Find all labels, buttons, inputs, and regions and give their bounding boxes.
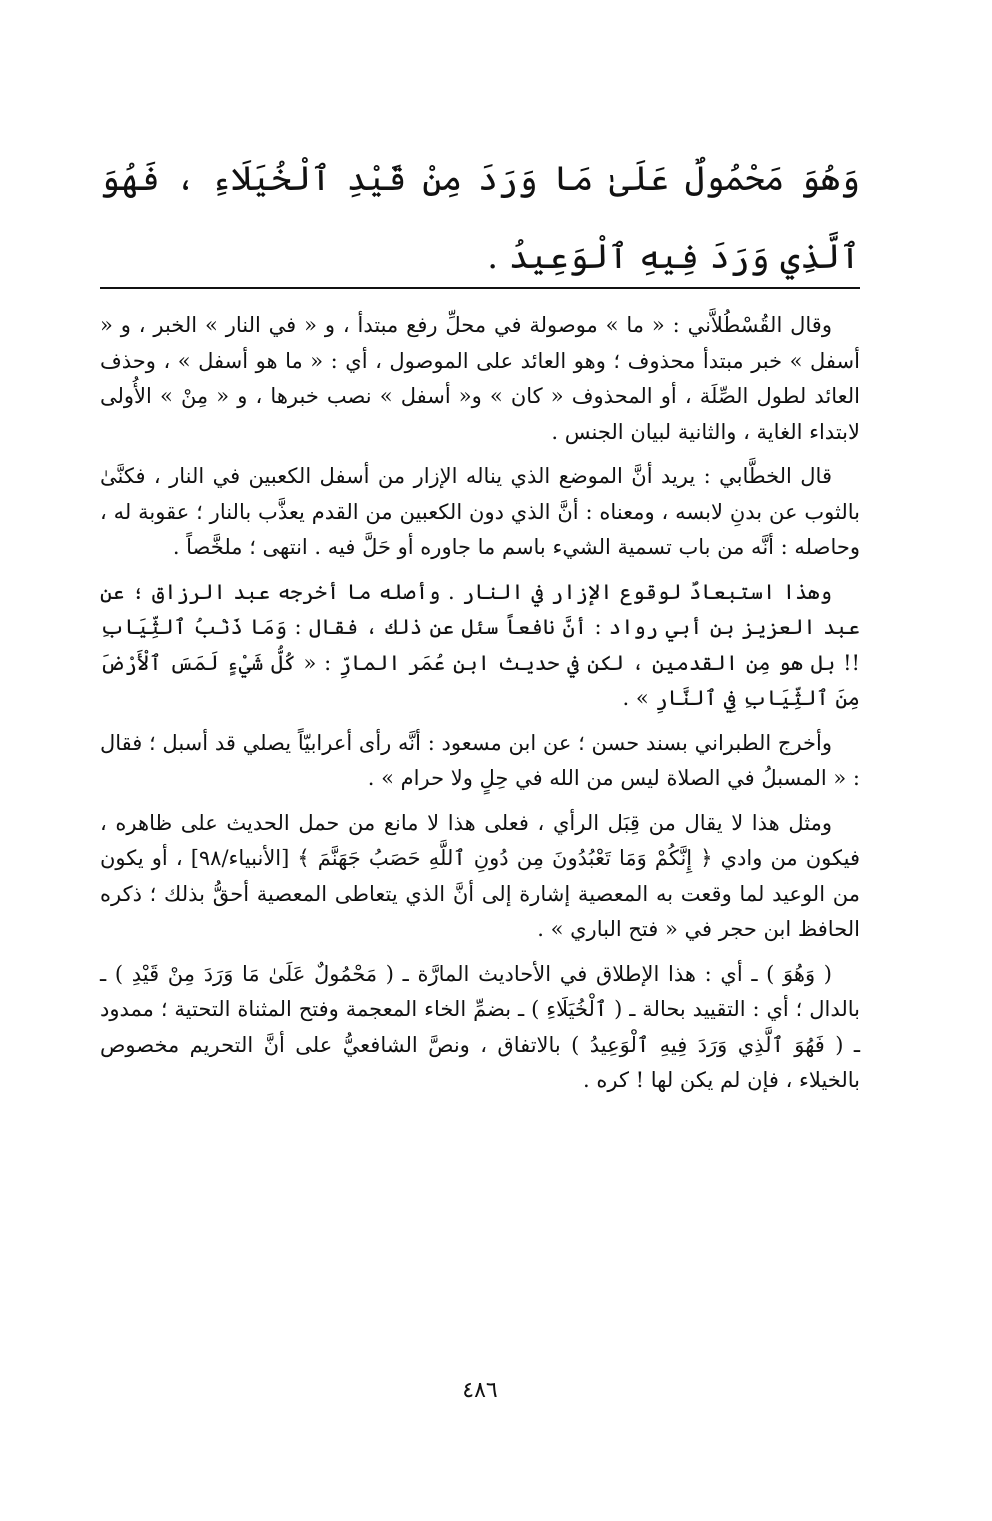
commentary-paragraph: ومثل هذا لا يقال من قِبَل الرأي ، فعلى هذا لا مانع من حمل الحديث على ظاهره ، فيكون من وادي ﴿ إِنَّكُمْ وَمَا تَعْبُدُونَ مِن دُونِ ٱللَّهِ حَصَبُ جَهَنَّمَ ﴾ [الأنبياء/٩٨] ، أو يكون من الوعيد لما وقعت به المعصية إشارة إلى أنَّ الذي يتعاطى المعصية أحقُّ بذلك ؛ ذكره الحافظ ابن حجر في « فتح الباري » . [100, 810, 861, 941]
commentary-paragraph: وقال القُسْطُلاَّني : « ما » موصولة في محلِّ رفع مبتدأ ، و « في النار » الخبر ، و « أسفل » خبر مبتدأ محذوف ؛ وهو العائد على الموصول ، أي : « ما هو أسفل » ، وحذف العائد لطول الصِّلَة ، أو المحذوف « كان » و« أسفل » نصب خبرها ، و « مِنْ » الأُولى لابتداء الغاية ، والثانية لبيان الجنس . [100, 313, 860, 444]
matn-text: وَهُوَ مَحْمُولٌ عَلَىٰ مَا وَرَدَ مِنْ قَيْدِ ٱلْخُيَلَاءِ ، فَهُوَ ٱلَّذِي وَرَدَ فِيهِ ٱلْوَعِيدُ . [100, 159, 860, 277]
page-number: ٤٨٦ [462, 1378, 498, 1403]
separator-rule [100, 287, 860, 289]
commentary [100, 308, 860, 1108]
book-page [100, 0, 860, 1521]
commentary-paragraph: وهذا استبعادٌ لوقوع الإزار في النار . وأصله ما أخرجه عبد الرزاق ؛ عن عبد العزيز بن أبي رواد : أنَّ نافعاً سئل عن ذلك ، فقال : وَمَا ذَنْبُ ٱلثِّيَابِ !! بل هو مِن القدمين ، لكن في حديث ابن عُمَر المارِّ : « كُلُّ شَيْءٍ لَمَسَ ٱلْأَرْضَ مِنَ ٱلثِّيَابِ فِي ٱلنَّارِ » . [100, 579, 861, 710]
commentary-paragraph: ( وَهُوَ ) ـ أي : هذا الإطلاق في الأحاديث المارَّة ـ ( مَحْمُولٌ عَلَىٰ مَا وَرَدَ مِنْ قَيْدِ ) ـ بالدال ؛ أي : التقييد بحالة ـ ( ٱلْخُيَلَاءِ ) ـ بضمِّ الخاء المعجمة وفتح المثناة التحتية ؛ ممدود ـ ( فَهُوَ ٱلَّذِي وَرَدَ فِيهِ ٱلْوَعِيدُ ) بالاتفاق ، ونصَّ الشافعيُّ على أنَّ التحريم مخصوص بالخيلاء ، فإن لم يكن لها ! كره . [100, 961, 860, 1092]
commentary-paragraph: قال الخطَّابي : يريد أنَّ الموضع الذي يناله الإزار من أسفل الكعبين في النار ، فكنَّىٰ بالثوب عن بدنِ لابسه ، ومعناه : أنَّ الذي دون الكعبين من القدم يعذَّب بالنار ؛ عقوبة له ، وحاصله : أنَّه من باب تسمية الشيء باسم ما جاوره أو حَلَّ فيه . انتهى ؛ ملخَّصاً . [100, 464, 860, 559]
commentary-paragraph: وأخرج الطبراني بسند حسن ؛ عن ابن مسعود : أنَّه رأى أعرابيّاً يصلي قد أسبل ؛ فقال : « المسبلُ في الصلاة ليس من الله في حِلٍ ولا حرام » . [100, 730, 860, 790]
